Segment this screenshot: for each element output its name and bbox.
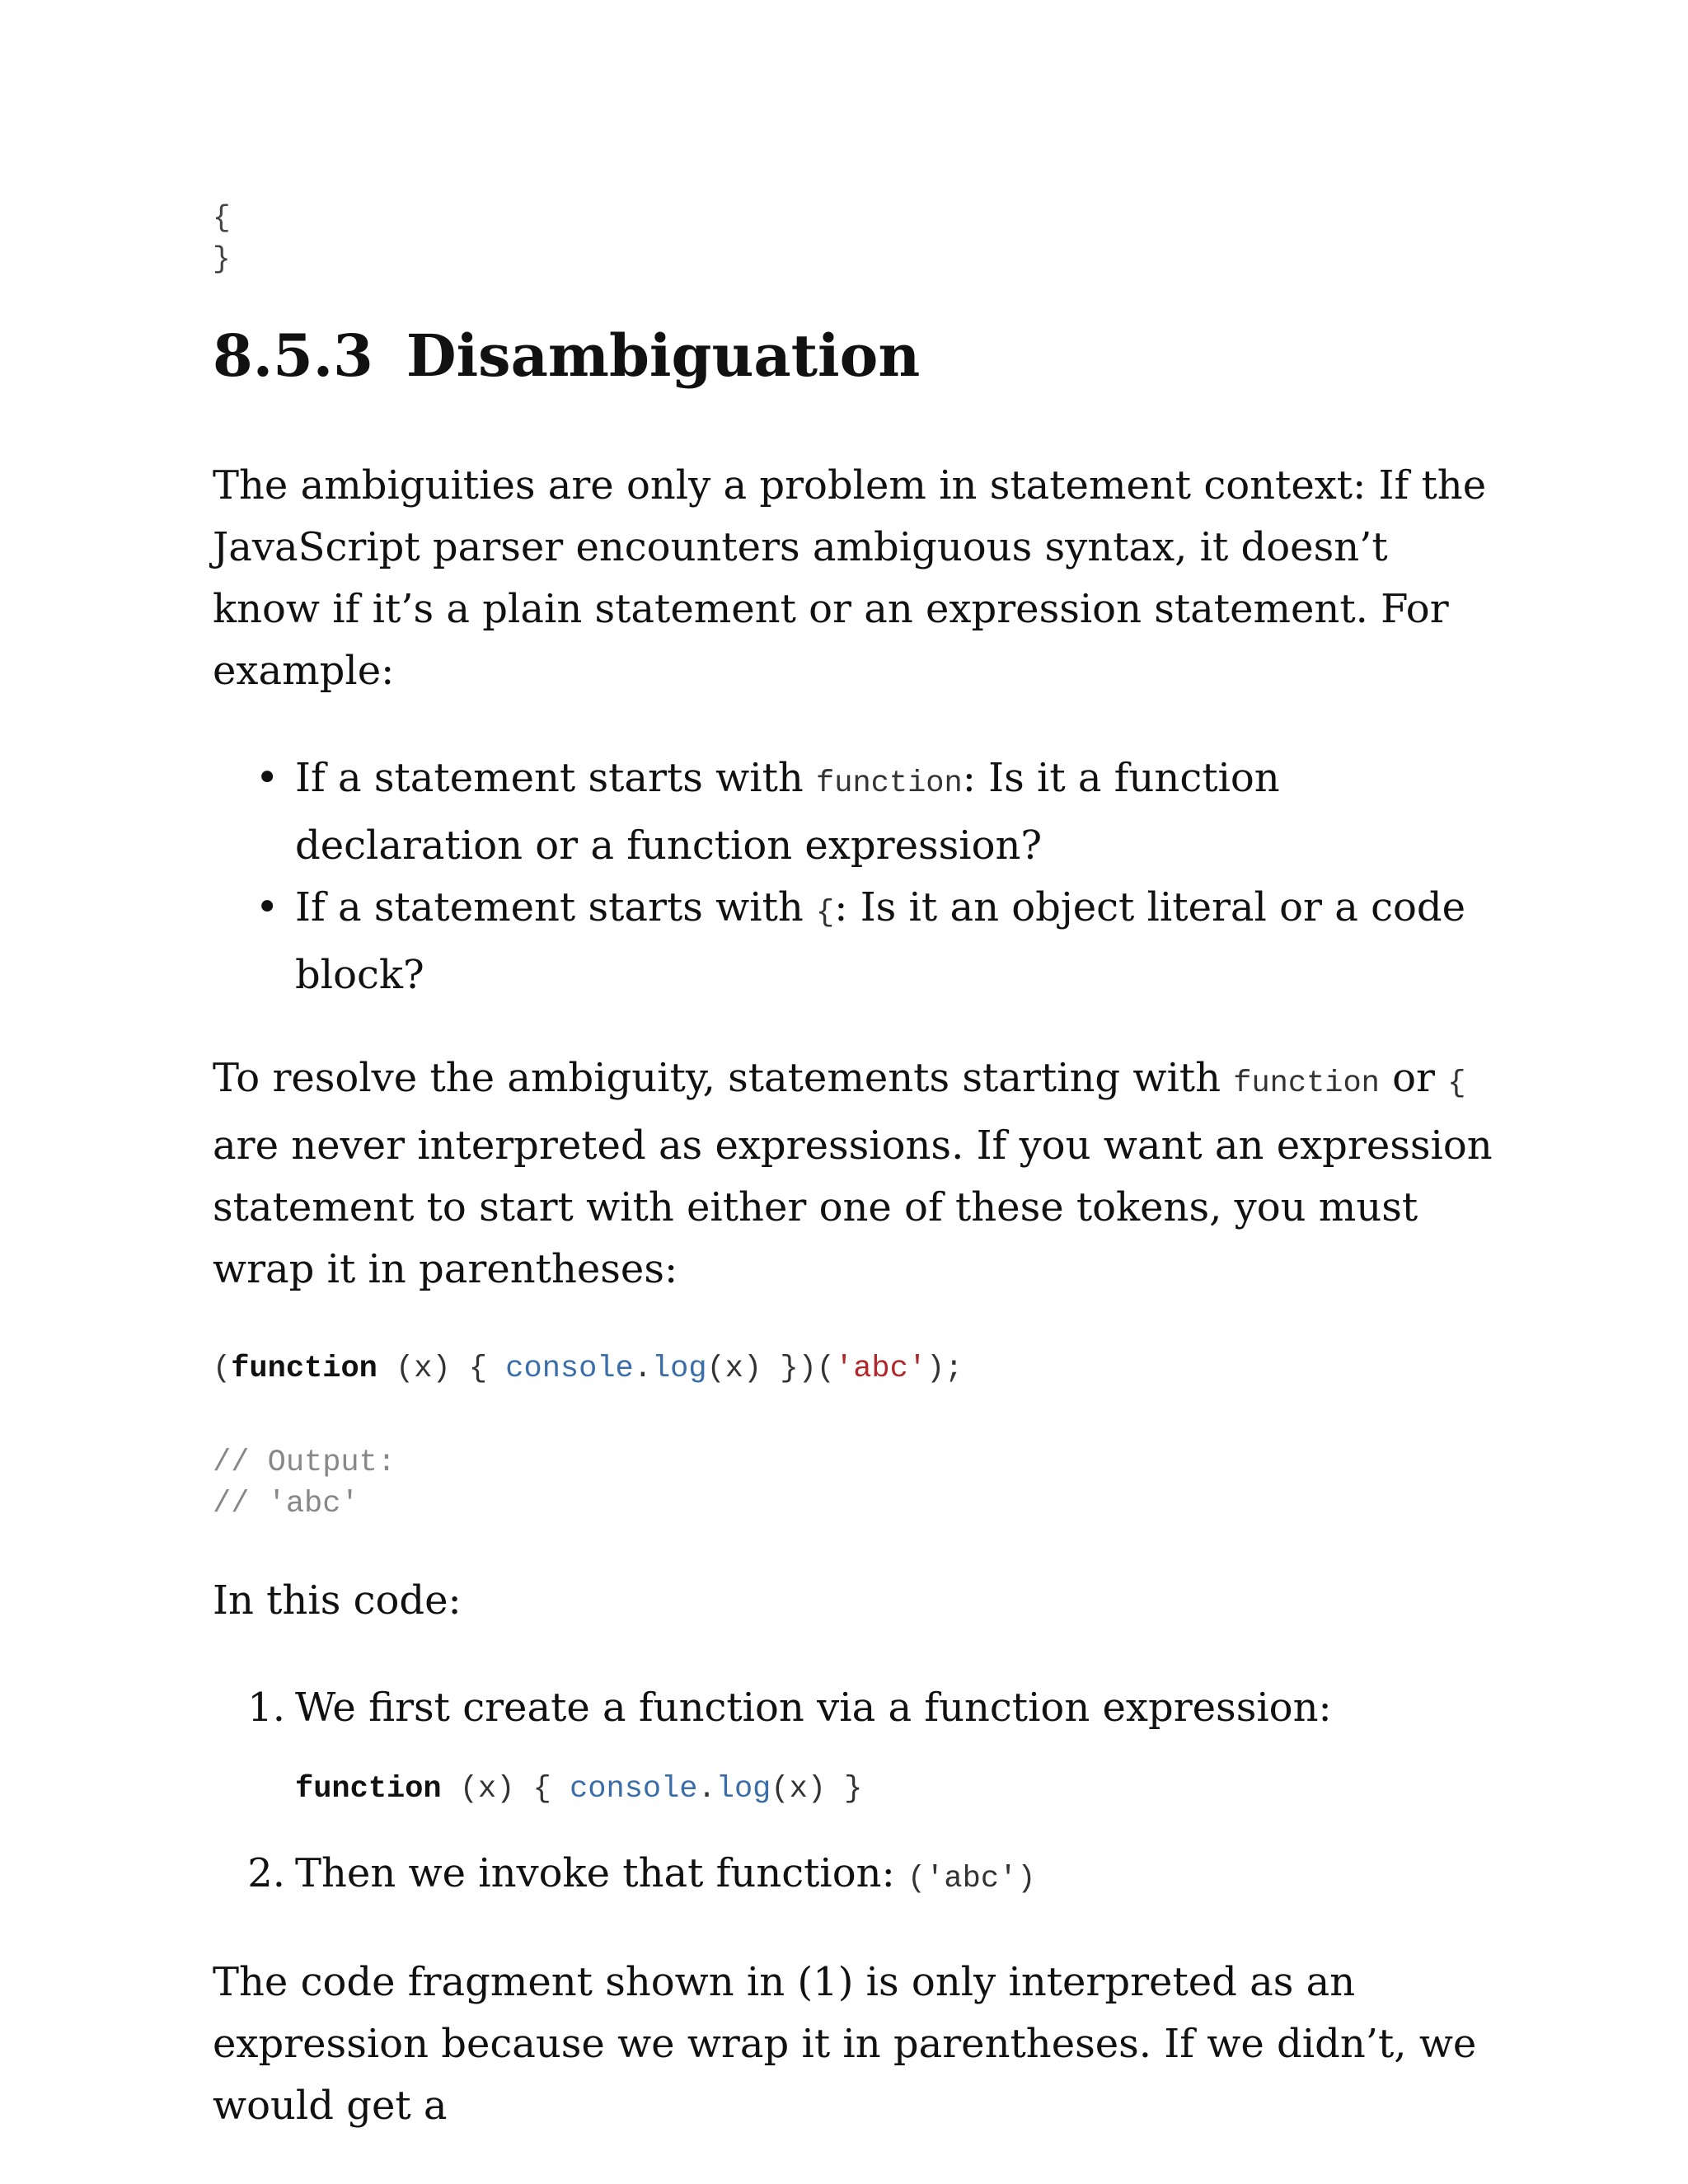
code-token: (x) { [377,1352,506,1386]
code-identifier: log [651,1352,707,1386]
list-marker: 1. [247,1685,285,1731]
code-snippet-braces [213,198,1498,280]
list-item [213,877,1498,1006]
list-item-text: : Is it a function declaration or a function expression? [295,755,1280,869]
list-item-text: : Is it an object literal or a code block? [295,884,1466,998]
code-block-output-comments [213,1442,1498,1525]
paragraph-resolve [213,1047,1498,1301]
list-item [213,1677,1498,1810]
list-marker: 2. [247,1850,285,1896]
paragraph-explanation: The code fragment shown in (1) is only interpreted as an expression because we wrap it in parentheses. If we didn’t, we would get a [213,1959,1477,2129]
code-keyword: function [231,1352,377,1386]
numbered-list [213,1677,1498,1910]
code-identifier: console [570,1772,698,1807]
paragraph-intro: The ambiguities are only a problem in statement context: If the JavaScript parser encounters ambiguous syntax, it doesn’t know if it’s a plain statement or an expression statement. For example: [213,462,1487,694]
text-span: or [1379,1055,1448,1101]
code-token: ); [926,1352,964,1386]
inline-code: { [1447,1066,1466,1101]
bullet-icon: • [256,755,279,801]
code-token: . [633,1352,652,1386]
bullet-list [213,748,1498,1006]
code-token: . [697,1772,716,1807]
code-block-function-expression [295,1769,1498,1810]
document-page [213,198,1498,2137]
inline-code: { [816,896,835,930]
code-block-iife [213,1348,1498,1390]
code-token: ( [213,1352,232,1386]
paragraph-in-this-code: In this code: [213,1577,462,1624]
inline-code: ('abc') [907,1862,1036,1896]
inline-code: function [1233,1066,1380,1101]
bullet-icon: • [256,884,279,930]
section-title: Disambiguation [406,321,921,390]
list-item-text: If a statement starts with [295,755,817,801]
list-item-text: We first create a function via a function expression: [295,1685,1332,1731]
code-comment: // Output: [213,1446,396,1480]
code-token: (x) })( [706,1352,836,1386]
code-identifier: console [505,1352,634,1386]
code-token: (x) } [771,1772,863,1807]
code-line: } [213,242,231,276]
text-span: To resolve the ambiguity, statements starting with [213,1055,1234,1101]
code-line: { [213,201,231,235]
list-item [213,748,1498,877]
code-string: 'abc' [835,1352,927,1386]
code-keyword: function [295,1772,442,1807]
section-number: 8.5.3 [213,321,373,390]
inline-code: function [816,766,963,801]
list-item [213,1843,1498,1910]
text-span: are never interpreted as expressions. If you want an expression statement to start with either one of these tokens, you must wrap it in parentheses: [213,1122,1493,1292]
code-token: (x) { [441,1772,570,1807]
list-item-text: If a statement starts with [295,884,817,930]
section-heading [213,321,1498,391]
code-identifier: log [715,1772,771,1807]
list-item-text: Then we invoke that function: [295,1850,908,1896]
code-comment: // 'abc' [213,1487,359,1521]
